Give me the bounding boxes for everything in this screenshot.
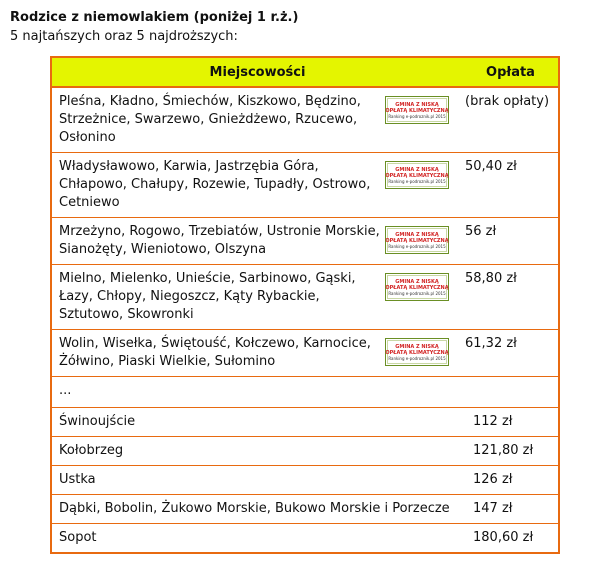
badge-line-2: OPŁATĄ KLIMATYCZNĄ — [385, 284, 449, 291]
badge-footer: Ranking e-podroznik.pl 2015 — [388, 290, 446, 296]
row-places: Świnoujście — [51, 408, 463, 437]
badge-line-1: GMINA Z NISKĄ — [395, 166, 439, 173]
row-places: Władysławowo, Karwia, Jastrzębia Góra, Chłapowo, Chałupy, Rozewie, Tupadły, Ostrowo, Cetniewo — [51, 153, 385, 218]
row-fee: 112 zł — [463, 408, 559, 437]
badge-footer: Ranking e-podroznik.pl 2015 — [388, 355, 446, 361]
row-places: Wolin, Wisełka, Świętouść, Kołczewo, Karnocice, Żółwino, Piaski Wielkie, Sułomino — [51, 330, 385, 377]
table-row — [51, 437, 559, 466]
table-row — [51, 408, 559, 437]
row-badge-cell — [385, 265, 463, 330]
page-subheading: 5 najtańszych oraz 5 najdroższych: — [10, 29, 238, 44]
table-row — [51, 495, 559, 524]
row-fee: (brak opłaty) — [463, 87, 559, 153]
row-fee: 50,40 zł — [463, 153, 559, 218]
badge-image — [385, 338, 449, 366]
table-row — [51, 377, 559, 408]
header-fee: Opłata — [463, 57, 559, 87]
row-fee: 180,60 zł — [463, 524, 559, 554]
row-places: Mrzeżyno, Rogowo, Trzebiatów, Ustronie Morskie, Sianożęty, Wieniotowo, Olszyna — [51, 218, 385, 265]
row-places: Mielno, Mielenko, Unieście, Sarbinowo, Gąski, Łazy, Chłopy, Niegoszcz, Kąty Rybackie, Sztutowo, Skowronki — [51, 265, 385, 330]
fees-table — [50, 56, 560, 554]
row-places: Pleśna, Kładno, Śmiechów, Kiszkowo, Będzino, Strzeżnice, Swarzewo, Gnieżdżewo, Rzucewo, Osłonino — [51, 87, 385, 153]
badge-line-2: OPŁATĄ KLIMATYCZNĄ — [385, 349, 449, 356]
table-row — [51, 524, 559, 554]
row-places: ... — [51, 377, 463, 408]
badge-line-1: GMINA Z NISKĄ — [395, 231, 439, 238]
badge-image — [385, 226, 449, 254]
badge-image — [385, 273, 449, 301]
row-places: Sopot — [51, 524, 463, 554]
row-badge-cell — [385, 153, 463, 218]
badge-footer: Ranking e-podroznik.pl 2015 — [388, 243, 446, 249]
row-places: Kołobrzeg — [51, 437, 463, 466]
row-fee: 61,32 zł — [463, 330, 559, 377]
badge-line-1: GMINA Z NISKĄ — [395, 101, 439, 108]
row-fee: 147 zł — [463, 495, 559, 524]
table-row — [51, 330, 559, 377]
row-fee: 56 zł — [463, 218, 559, 265]
badge-footer: Ranking e-podroznik.pl 2015 — [388, 178, 446, 184]
row-fee: 121,80 zł — [463, 437, 559, 466]
row-places: Dąbki, Bobolin, Żukowo Morskie, Bukowo Morskie i Porzecze — [51, 495, 463, 524]
row-badge-cell — [385, 87, 463, 153]
table-row — [51, 265, 559, 330]
badge-footer: Ranking e-podroznik.pl 2015 — [388, 113, 446, 119]
table-row — [51, 466, 559, 495]
table-row — [51, 218, 559, 265]
badge-line-1: GMINA Z NISKĄ — [395, 278, 439, 285]
badge-line-2: OPŁATĄ KLIMATYCZNĄ — [385, 172, 449, 179]
row-places: Ustka — [51, 466, 463, 495]
table-row — [51, 153, 559, 218]
table-row — [51, 87, 559, 153]
page-heading: Rodzice z niemowlakiem (poniżej 1 r.ż.) — [10, 10, 299, 25]
badge-line-2: OPŁATĄ KLIMATYCZNĄ — [385, 107, 449, 114]
row-fee: 58,80 zł — [463, 265, 559, 330]
badge-line-2: OPŁATĄ KLIMATYCZNĄ — [385, 237, 449, 244]
row-fee: 126 zł — [463, 466, 559, 495]
badge-image — [385, 96, 449, 124]
badge-line-1: GMINA Z NISKĄ — [395, 343, 439, 350]
row-badge-cell — [385, 330, 463, 377]
badge-image — [385, 161, 449, 189]
row-fee — [463, 377, 559, 408]
row-badge-cell — [385, 218, 463, 265]
table-header-row — [51, 57, 559, 87]
header-places: Miejscowości — [51, 57, 463, 87]
